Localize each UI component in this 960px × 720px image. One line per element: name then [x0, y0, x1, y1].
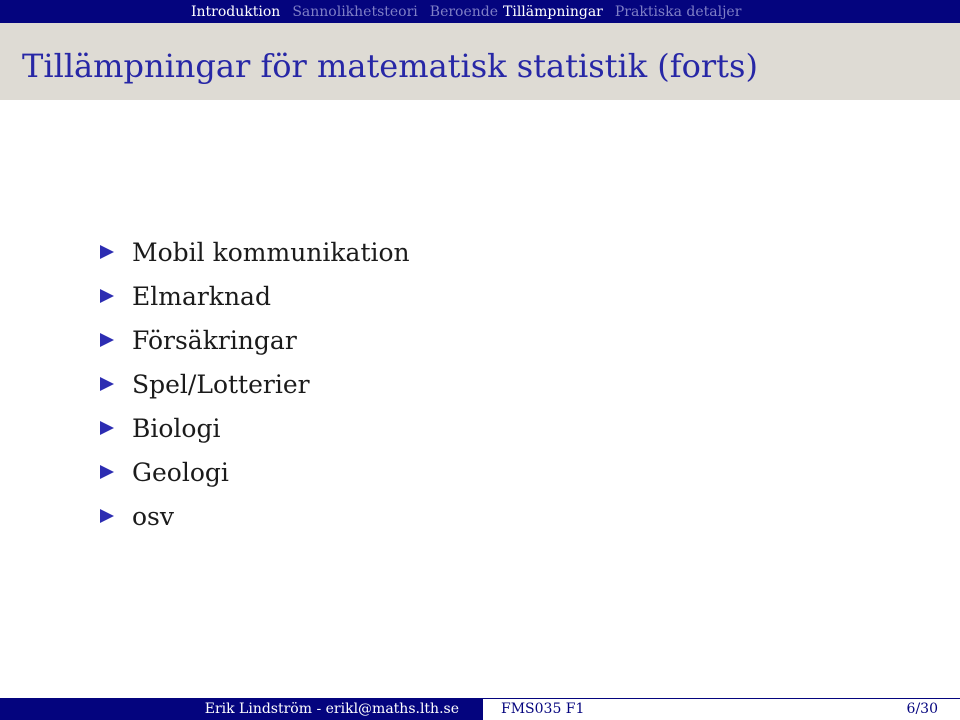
triangle-bullet-icon — [100, 509, 114, 523]
page-number: 6/30 — [906, 701, 938, 717]
bullet-text: Mobil kommunikation — [132, 237, 410, 267]
bullet-text: Spel/Lotterier — [132, 369, 310, 399]
list-item — [100, 362, 410, 406]
bullet-text: Geologi — [132, 457, 229, 487]
nav-tillampningar[interactable]: Tillämpningar — [503, 3, 603, 20]
list-item — [100, 318, 410, 362]
bullet-list — [100, 230, 410, 538]
footer-course-panel — [483, 698, 960, 720]
triangle-bullet-icon — [100, 333, 114, 347]
bullet-text: Elmarknad — [132, 281, 271, 311]
list-item — [100, 450, 410, 494]
footer — [0, 698, 960, 720]
nav-sannolikhetsteori[interactable]: Sannolikhetsteori — [292, 3, 418, 20]
list-item — [100, 494, 410, 538]
triangle-bullet-icon — [100, 377, 114, 391]
list-item — [100, 406, 410, 450]
slide-title: Tillämpningar för matematisk statistik (forts) — [22, 47, 758, 85]
nav-introduktion[interactable]: Introduktion — [191, 3, 281, 20]
bullet-text: Försäkringar — [132, 325, 297, 355]
bullet-text: Biologi — [132, 413, 221, 443]
triangle-bullet-icon — [100, 245, 114, 259]
section-navigation — [0, 0, 960, 23]
nav-beroende[interactable]: Beroende — [429, 3, 499, 20]
footer-author: Erik Lindström - erikl@maths.lth.se — [204, 701, 459, 717]
list-item — [100, 230, 410, 274]
footer-course: FMS035 F1 — [501, 701, 585, 717]
footer-author-panel — [0, 698, 483, 720]
triangle-bullet-icon — [100, 465, 114, 479]
list-item — [100, 274, 410, 318]
triangle-bullet-icon — [100, 421, 114, 435]
bullet-text: osv — [132, 501, 175, 531]
nav-group-right — [503, 0, 741, 23]
triangle-bullet-icon — [100, 289, 114, 303]
nav-praktiska-detaljer[interactable]: Praktiska detaljer — [614, 3, 742, 20]
nav-group-left — [191, 0, 498, 23]
